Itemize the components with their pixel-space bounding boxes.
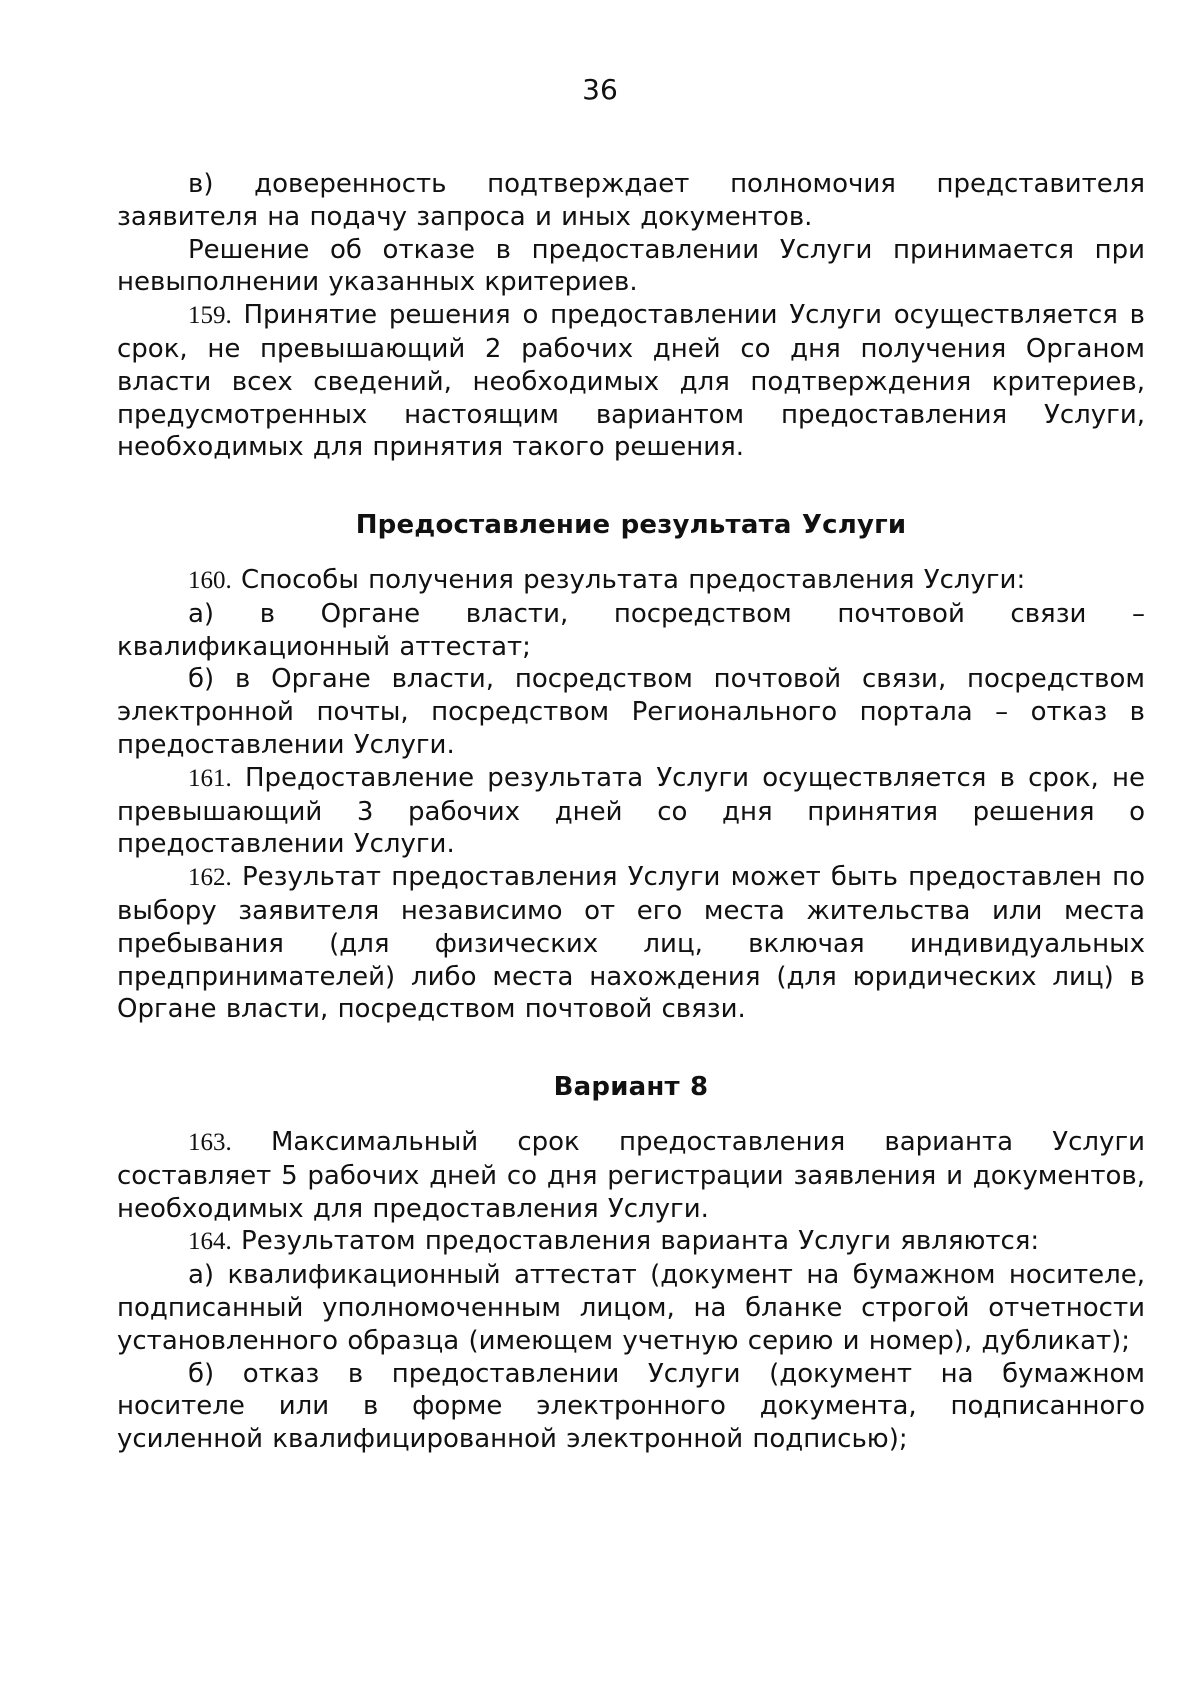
item-number: 163. (188, 1128, 232, 1156)
item-marker: а) (188, 1260, 215, 1291)
paragraph-161 (117, 762, 1145, 861)
paragraph-text: отказ в предоставлении Услуги (документ на бумажном носителе или в форме электронного документа, подписанного усиленной квалифицированной электронной подписью); (117, 1358, 1145, 1455)
item-number: 159. (188, 302, 232, 330)
paragraph-a-2 (117, 1259, 1145, 1357)
section-heading: Вариант 8 (553, 1072, 709, 1103)
paragraph-text: Максимальный срок предоставления варианта Услуги составляет 5 рабочих дней со дня регистрации заявления и документов, необходимых для предоставления Услуги. (117, 1126, 1145, 1224)
paragraph-refusal-decision (117, 234, 1145, 300)
paragraph-162 (117, 861, 1145, 1026)
item-number: 164. (188, 1228, 232, 1256)
paragraph-text: Решение об отказе в предоставлении Услуги принимается при невыполнении указанных критериев. (117, 234, 1145, 298)
item-marker: а) (188, 598, 215, 629)
paragraph-text: доверенность подтверждает полномочия представителя заявителя на подачу запроса и иных документов. (117, 169, 1146, 232)
paragraph-a-1 (117, 598, 1145, 664)
paragraph-text: Предоставление результата Услуги осуществляется в срок, не превышающий 3 рабочих дней со дня принятия решения о предоставлении Услуги. (117, 762, 1146, 860)
item-marker: б) (188, 1358, 215, 1389)
paragraph-text: Результат предоставления Услуги может быть предоставлен по выбору заявителя независимо от его места жительства или места пребывания (для физических лиц, включая индивидуальных предпринимателей) либо места нахождения (для юридических лиц) в Органе власти, посредством почтовой связи. (117, 862, 1146, 1025)
item-number: 160. (188, 566, 232, 594)
paragraph-text: в Органе власти, посредством почтовой связи – квалификационный аттестат; (117, 598, 1146, 662)
paragraph-164 (117, 1225, 1145, 1259)
paragraph-text: Результатом предоставления варианта Услуги являются: (241, 1226, 1040, 1257)
paragraph-160 (117, 564, 1145, 598)
paragraph-text: в Органе власти, посредством почтовой связи, посредством электронной почты, посредством Регионального портала – отказ в предоставлении Услуги. (117, 664, 1145, 760)
item-marker: б) (188, 664, 215, 695)
paragraph-b-2 (117, 1358, 1145, 1456)
section-heading: Предоставление результата Услуги (355, 510, 907, 541)
paragraph-text: Способы получения результата предоставления Услуги: (241, 564, 1026, 595)
paragraph-text: Принятие решения о предоставлении Услуги осуществляется в срок, не превышающий 2 рабочих дней со дня получения Органом власти всех сведений, необходимых для подтверждения критериев, предусмотренных настоящим вариантом предоставления Услуги, необходимых для принятия такого решения. (117, 300, 1146, 463)
page-number: 36 (582, 73, 618, 106)
item-number: 161. (188, 764, 232, 792)
paragraph-text: квалификационный аттестат (документ на бумажном носителе, подписанный уполномоченным лицом, на бланке строгой отчетности установленного образца (имеющем учетную серию и номер), дубликат); (117, 1260, 1146, 1356)
paragraph-159 (117, 299, 1145, 464)
paragraph-163 (117, 1126, 1145, 1225)
document-body (117, 168, 1145, 1456)
paragraph-b-1 (117, 663, 1145, 761)
item-marker: в) (188, 169, 214, 199)
item-number: 162. (188, 864, 232, 892)
paragraph-v (117, 168, 1145, 234)
